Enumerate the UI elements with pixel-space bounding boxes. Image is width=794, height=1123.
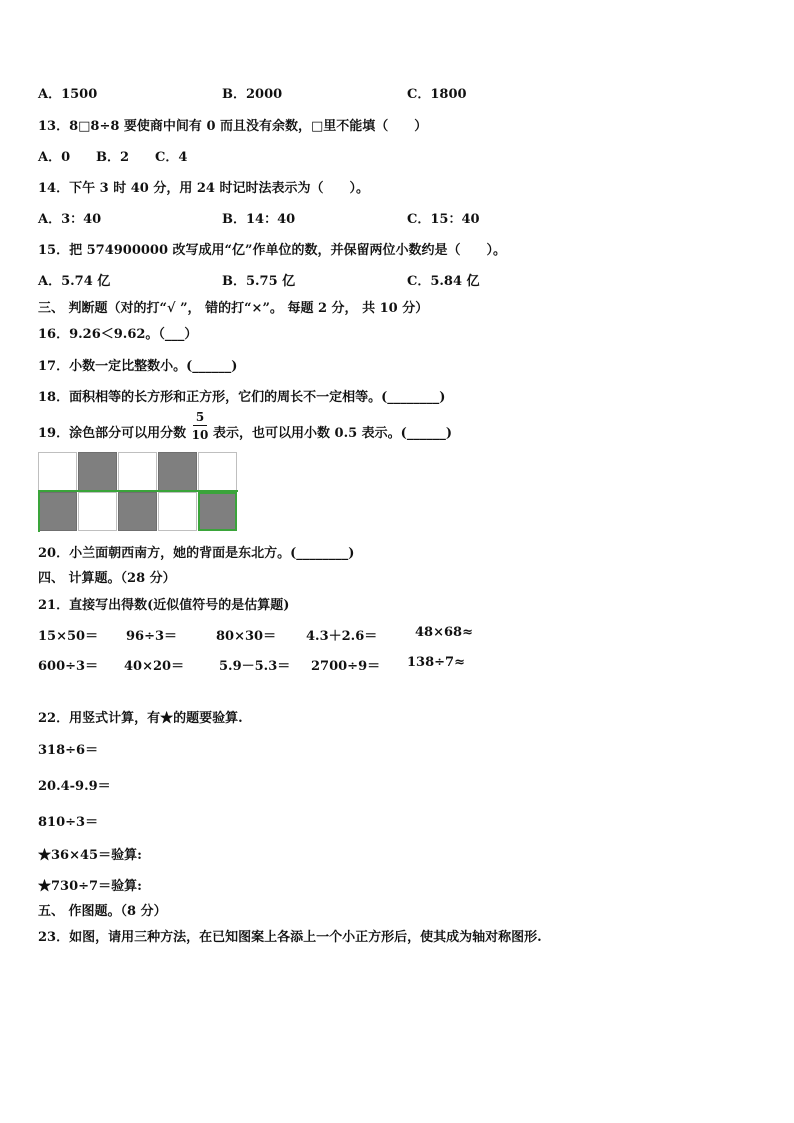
- q15-question: 15．把 574900000 改写成用“亿”作单位的数，并保留两位小数约是（ ）。: [38, 243, 507, 258]
- q12-option-b: B．2000: [222, 87, 283, 102]
- q21-question: 21．直接写出得数(近似值符号的是估算题): [38, 598, 290, 613]
- q23-question: 23．如图，请用三种方法，在已知图案上各添上一个小正方形后，使其成为轴对称图形.: [38, 930, 542, 945]
- grid-cell: [78, 492, 117, 531]
- grid-cell-shaded: [118, 492, 157, 531]
- q22-question: 22．用竖式计算，有★的题要验算.: [38, 711, 243, 726]
- q18-question: 18．面积相等的长方形和正方形，它们的周长不一定相等。(________): [38, 390, 446, 405]
- fraction-denominator: 10: [191, 428, 209, 442]
- q22-item: ★730÷7＝验算:: [38, 879, 142, 894]
- q13-option-c: C．4: [155, 150, 188, 165]
- grid-cell-shaded: [78, 452, 117, 491]
- grid-cell-shaded: [38, 492, 77, 531]
- grid-left-edge: [38, 492, 40, 532]
- q21-item: 5.9－5.3＝: [219, 659, 291, 674]
- q13-question: 13．8□8÷8 要使商中间有 0 而且没有余数，□里不能填（ ）: [38, 119, 428, 134]
- grid-cell: [118, 452, 157, 491]
- q14-option-c: C．15：40: [407, 212, 480, 227]
- q21-item: 4.3＋2.6＝: [306, 629, 378, 644]
- q15-option-c: C．5.84 亿: [407, 274, 480, 289]
- q21-item: 600÷3＝: [38, 659, 99, 674]
- q17-question: 17．小数一定比整数小。(______): [38, 359, 238, 374]
- q13-option-b: B．2: [96, 150, 130, 165]
- q21-item: 96÷3＝: [126, 629, 178, 644]
- fraction-numerator: 5: [195, 410, 205, 424]
- q22-item: ★36×45＝验算:: [38, 848, 142, 863]
- q13-option-a: A．0: [38, 150, 71, 165]
- q21-item: 80×30＝: [216, 629, 277, 644]
- q14-option-b: B．14：40: [222, 212, 296, 227]
- section-5-heading: 五、 作图题。（8 分）: [38, 904, 167, 919]
- q19-question-prefix: 19．涂色部分可以用分数: [38, 426, 187, 441]
- q22-item: 20.4-9.9＝: [38, 779, 111, 794]
- q21-item: 2700÷9＝: [311, 659, 381, 674]
- section-4-heading: 四、 计算题。（28 分）: [38, 571, 176, 586]
- grid-row-divider: [38, 490, 238, 492]
- q14-question: 14．下午 3 时 40 分，用 24 时记时法表示为（ ）。: [38, 181, 369, 196]
- section-3-heading: 三、 判断题（对的打“√ ”， 错的打“×”。 每题 2 分， 共 10 分）: [38, 301, 429, 316]
- q15-option-b: B．5.75 亿: [222, 274, 296, 289]
- grid-cell-shaded: [158, 452, 197, 491]
- grid-cell-shaded-selected: [198, 492, 237, 531]
- q21-item: 48×68≈: [415, 625, 473, 640]
- q15-option-a: A．5.74 亿: [38, 274, 111, 289]
- grid-cell: [198, 452, 237, 491]
- q21-item: 15×50＝: [38, 629, 99, 644]
- shaded-grid-figure: [38, 452, 238, 532]
- q22-item: 318÷6＝: [38, 743, 99, 758]
- q21-item: 40×20＝: [124, 659, 185, 674]
- q12-option-c: C．1800: [407, 87, 467, 102]
- grid-cell: [158, 492, 197, 531]
- q22-item: 810÷3＝: [38, 815, 99, 830]
- q12-option-a: A．1500: [38, 87, 98, 102]
- grid-cell: [38, 452, 77, 491]
- q19-question-suffix: 表示，也可以用小数 0.5 表示。(______): [213, 426, 452, 441]
- fraction-bar: [193, 425, 207, 426]
- q20-question: 20．小兰面朝西南方，她的背面是东北方。(________): [38, 546, 355, 561]
- q21-item: 138÷7≈: [407, 655, 465, 670]
- q14-option-a: A．3：40: [38, 212, 102, 227]
- q16-question: 16．9.26＜9.62。（___）: [38, 327, 198, 342]
